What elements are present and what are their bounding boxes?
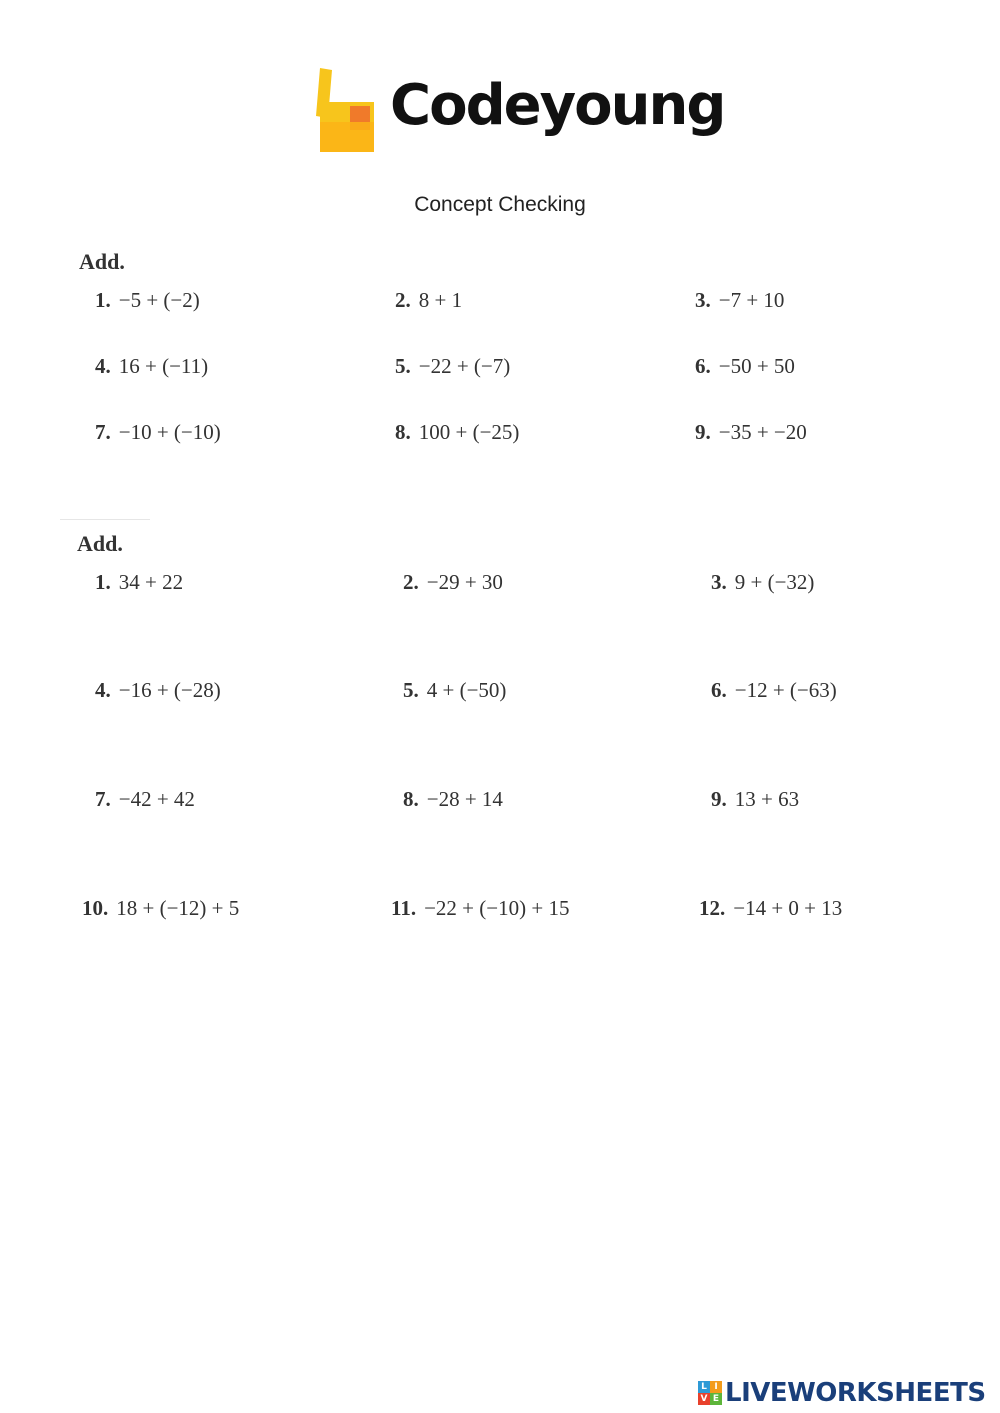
liveworksheets-logo — [698, 1378, 986, 1408]
liveworksheets-wordmark: LIVEWORKSHEETS — [725, 1378, 986, 1408]
section1-problem-7: 7. −10 + (−10) — [95, 420, 221, 444]
section1-problem-3: 3. −7 + 10 — [695, 288, 785, 312]
section2-problem-2: 2. −29 + 30 — [403, 570, 503, 594]
section2-problem-6: 6. −12 + (−63) — [711, 678, 837, 702]
section1-problem-6: 6. −50 + 50 — [695, 354, 795, 378]
section1-problem-5: 5. −22 + (−7) — [395, 354, 511, 378]
section2-problem-8: 8. −28 + 14 — [403, 787, 503, 811]
section1-problem-2: 2. 8 + 1 — [395, 288, 463, 312]
section2-problem-1: 1. 34 + 22 — [95, 570, 184, 594]
section1-heading: Add. — [79, 249, 125, 274]
codeyoung-logo — [312, 66, 725, 166]
section2-problem-4: 4. −16 + (−28) — [95, 678, 221, 702]
section2-problem-12: 12. −14 + 0 + 13 — [699, 896, 843, 920]
section1-problem-9: 9. −35 + −20 — [695, 420, 807, 444]
section1-problem-8: 8. 100 + (−25) — [395, 420, 520, 444]
section2-problem-9: 9. 13 + 63 — [711, 787, 800, 811]
codeyoung-logo-icon — [312, 66, 378, 156]
section2-heading: Add. — [77, 531, 123, 556]
section2-problem-11: 11. −22 + (−10) + 15 — [391, 896, 570, 920]
logo-wordmark: Codeyoung — [390, 73, 725, 138]
section-divider — [60, 519, 150, 520]
section2-problem-7: 7. −42 + 42 — [95, 787, 195, 811]
section1-problem-1: 1. −5 + (−2) — [95, 288, 200, 312]
section2-problem-10: 10. 18 + (−12) + 5 — [82, 896, 240, 920]
section2-problem-5: 5. 4 + (−50) — [403, 678, 507, 702]
section2-problem-3: 3. 9 + (−32) — [711, 570, 815, 594]
section1-problem-4: 4. 16 + (−11) — [95, 354, 209, 378]
page-subtitle: Concept Checking — [414, 193, 586, 216]
liveworksheets-icon: L I V E — [698, 1381, 722, 1405]
